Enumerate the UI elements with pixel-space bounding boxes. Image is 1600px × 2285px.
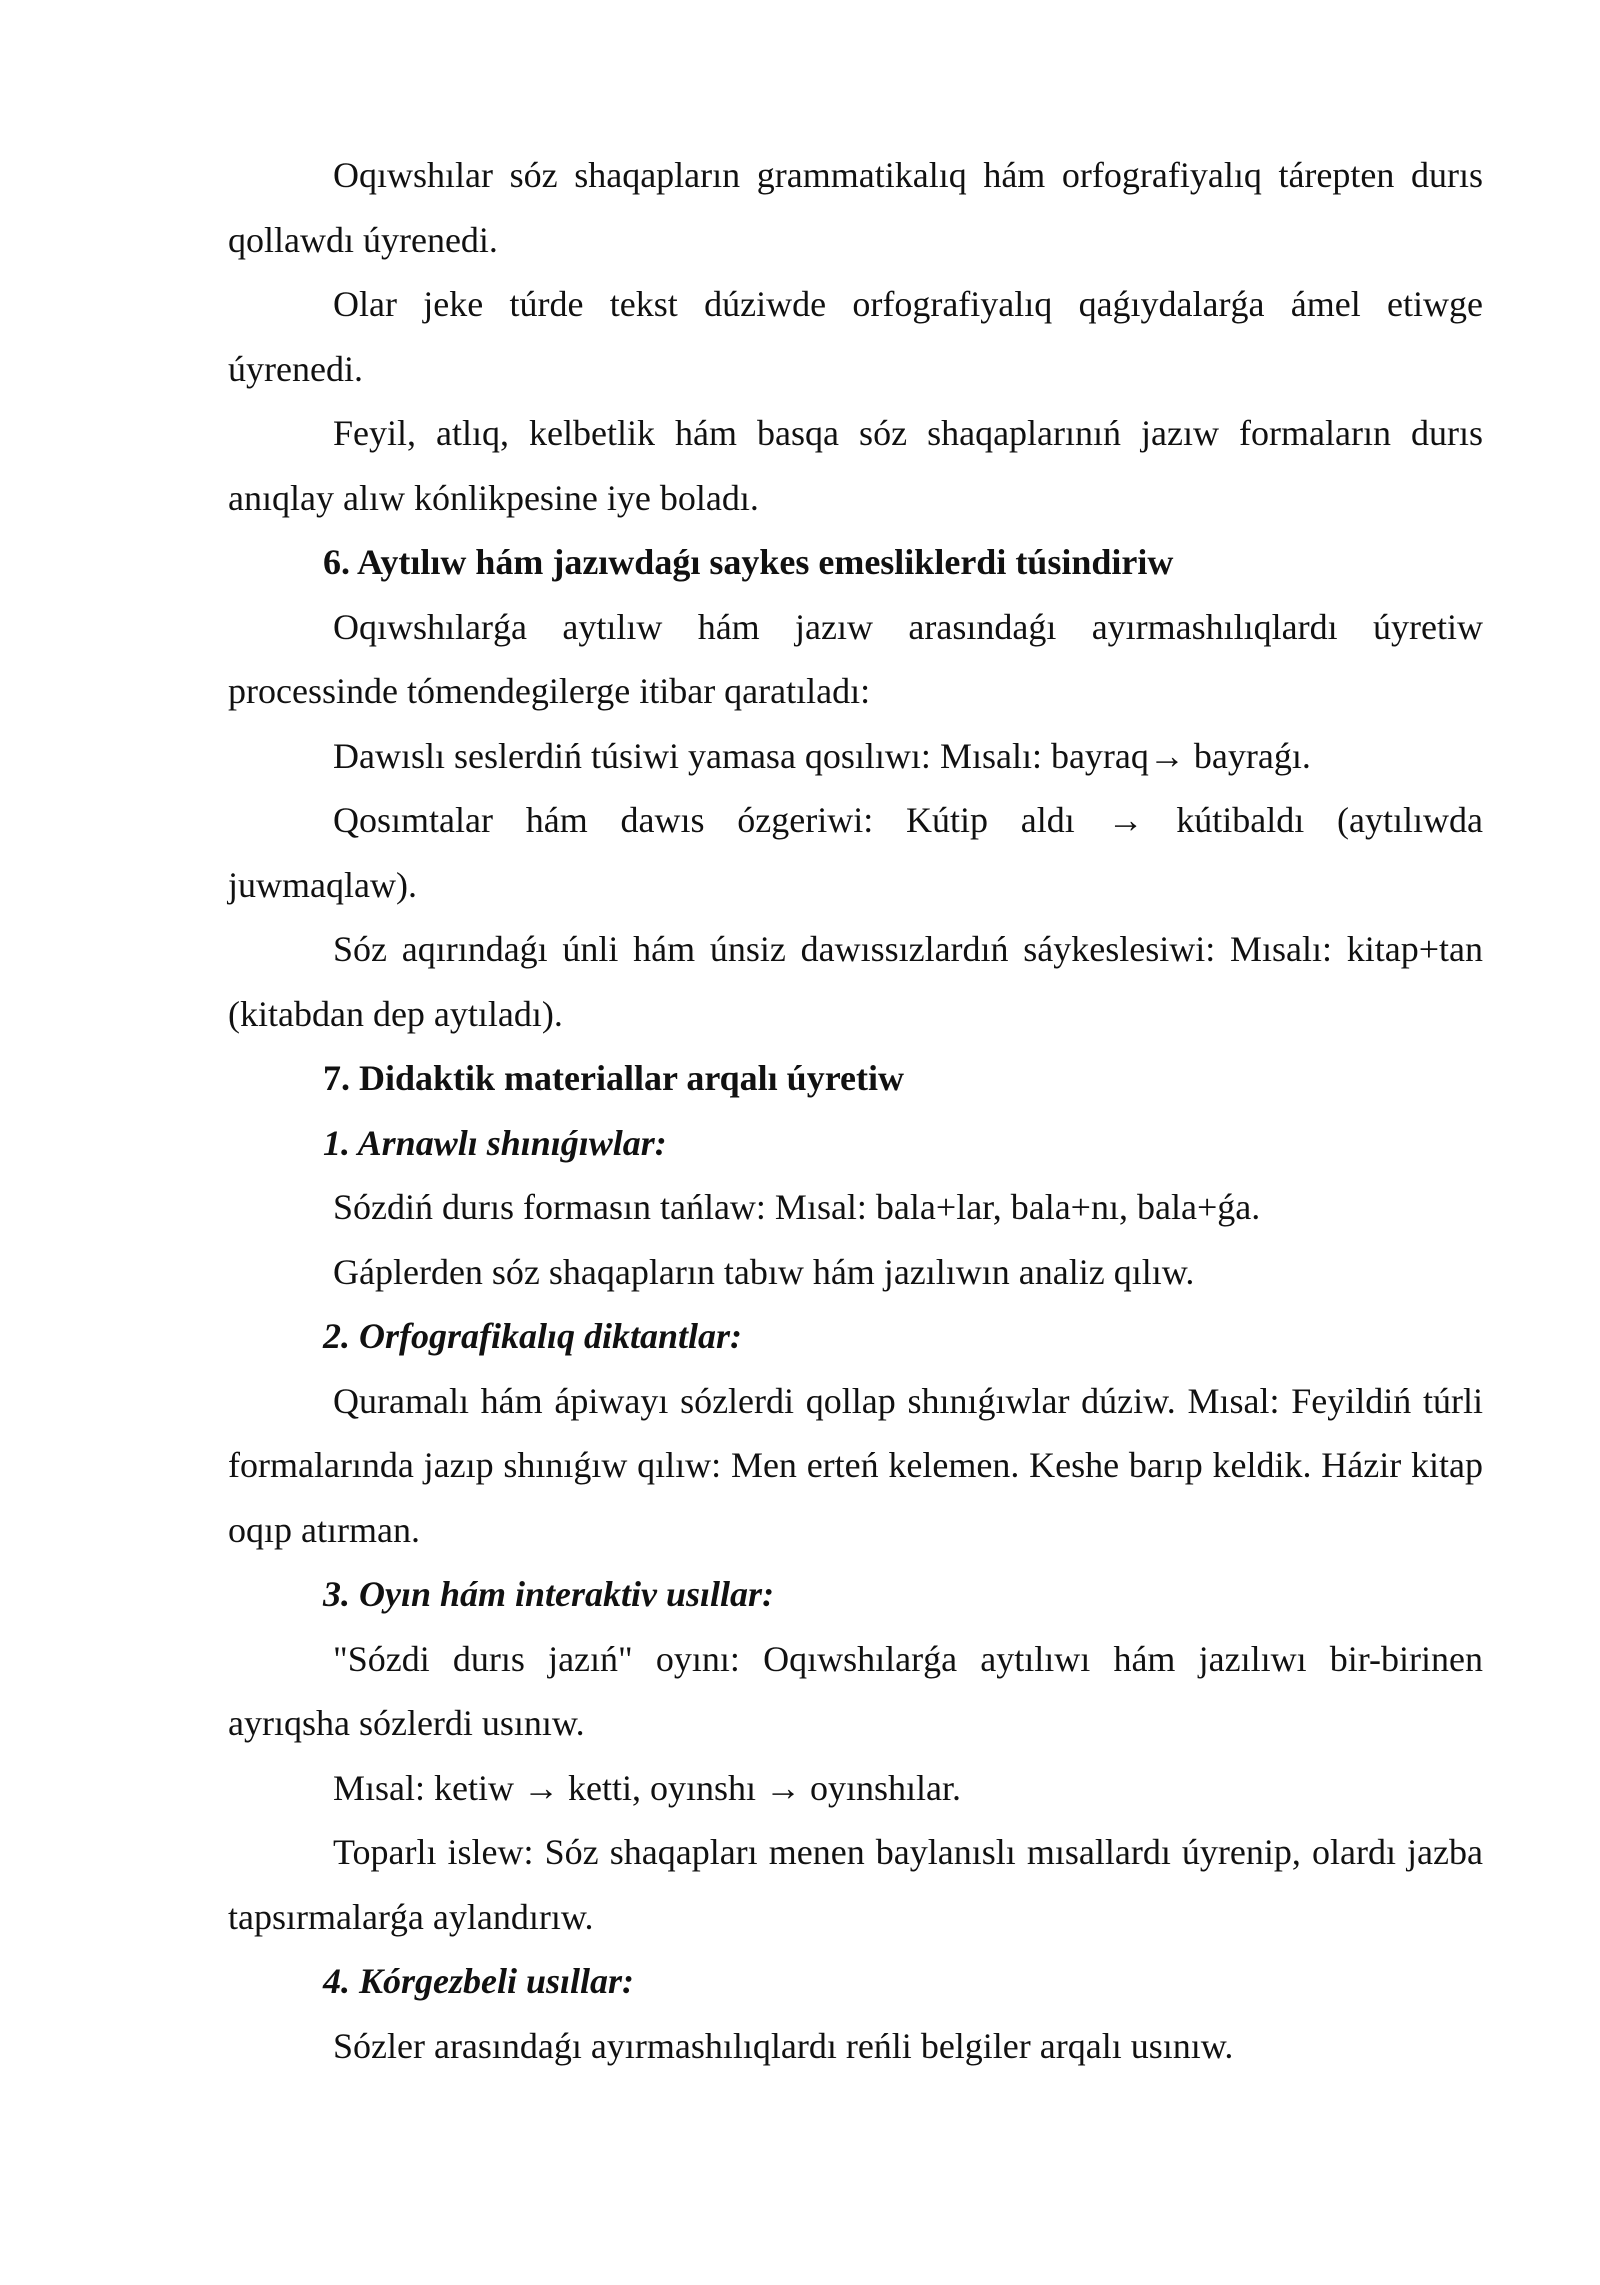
subsection-heading: 2. Orfografikalıq diktantlar: <box>323 1316 743 1356</box>
paragraph: Sózdiń durıs formasın tańlaw: Mısal: bala+lar, bala+nı, bala+ǵa. <box>333 1187 1261 1227</box>
paragraph: Toparlı islew: Sóz shaqapları menen baylanıslı mısallardı úyrenip, olardı jazba tapsırmalarǵa aylandırıw. <box>228 1832 1483 1937</box>
subsection-heading: 1. Arnawlı shınıǵıwlar: <box>323 1122 667 1163</box>
paragraph: "Sózdi durıs jazıń" oyını: Oqıwshılarǵa aytılıwı hám jazılıwı bir-birinen ayrıqsha sózlerdi usınıw. <box>228 1638 1483 1743</box>
paragraph: Olar jeke túrde tekst dúziwde orfografiyalıq qaǵıydalarǵa ámel etiwge úyrenedi. <box>228 284 1483 389</box>
document-page <box>228 143 1483 2078</box>
paragraph: Gáplerden sóz shaqapların tabıw hám jazılıwın analiz qılıw. <box>333 1251 1195 1292</box>
subsection-heading: 4. Kórgezbeli usıllar: <box>323 1961 635 2001</box>
section-heading: 7. Didaktik materiallar arqalı úyretiw <box>323 1058 904 1098</box>
section-heading: 6. Aytılıw hám jazıwdaǵı saykes emesliklerdi túsindiriw <box>323 542 1174 582</box>
paragraph: Qosımtalar hám dawıs ózgeriwi: Kútip aldı → kútibaldı (aytılıwda juwmaqlaw). <box>228 800 1483 905</box>
paragraph: Oqıwshılar sóz shaqapların grammatikalıq hám orfografiyalıq tárepten durıs qollawdı úyrenedi. <box>228 155 1483 260</box>
paragraph: Oqıwshılarǵa aytılıw hám jazıw arasındaǵı ayırmashılıqlardı úyretiw processinde tómendegilerge itibar qaratıladı: <box>228 606 1483 711</box>
paragraph: Quramalı hám ápiwayı sózlerdi qollap shınıǵıwlar dúziw. Mısal: Feyildiń túrli formalarında jazıp shınıǵıw qılıw: Men erteń kelemen. Keshe barıp keldik. Házir kitap oqıp atırman. <box>228 1380 1483 1550</box>
paragraph: Sóz aqırındaǵı únli hám únsiz dawıssızlardıń sáykeslesiwi: Mısalı: kitap+tan (kitabdan dep aytıladı). <box>228 929 1483 1034</box>
subsection-heading: 3. Oyın hám interaktiv usıllar: <box>323 1574 775 1614</box>
paragraph: Mısal: ketiw → ketti, oyınshı → oyınshılar. <box>333 1767 961 1808</box>
paragraph: Dawıslı seslerdiń túsiwi yamasa qosılıwı: Mısalı: bayraq→ bayraǵı. <box>333 735 1311 776</box>
paragraph: Feyil, atlıq, kelbetlik hám basqa sóz shaqaplarınıń jazıw formaların durıs anıqlay alıw kónlikpesine iye boladı. <box>228 413 1483 518</box>
paragraph: Sózler arasındaǵı ayırmashılıqlardı reńli belgiler arqalı usınıw. <box>333 2025 1234 2066</box>
